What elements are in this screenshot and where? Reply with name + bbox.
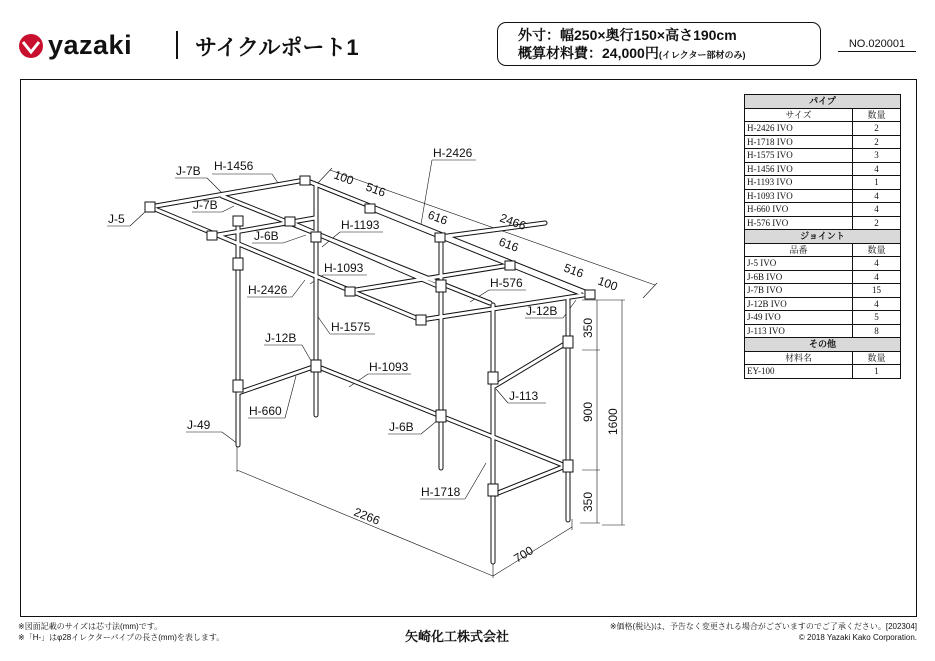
footer-copyright: © 2018 Yazaki Kako Corporation. [798,633,917,642]
bom-other-col-qty: 数量 [853,351,901,365]
table-row [745,257,901,271]
bom-cell-name: H-660 IVO [745,203,853,217]
bom-cell-qty: 15 [853,284,901,298]
table-row [745,311,901,325]
bom-cell-qty: 4 [853,203,901,217]
bom-other-col-material: 材料名 [745,351,853,365]
bom-cell-qty: 4 [853,297,901,311]
spec-cost-note: (イレクター部材のみ) [658,50,746,60]
label-dim-350-bottom: 350 [581,491,595,512]
footer-notes [18,621,224,643]
bill-of-materials [744,94,901,379]
bom-cell-qty: 8 [853,324,901,338]
label-j6b-top: J-6B [254,229,279,243]
bom-pipe-col-qty: 数量 [853,108,901,122]
label-j7b-mid: J-7B [193,198,218,212]
footer-note-pipe: ※「H-」はφ28イレクターパイプの長さ(mm)を表します。 [18,633,225,642]
label-dim-516-b: 516 [561,260,586,281]
table-row [745,162,901,176]
table-row [745,189,901,203]
bom-cell-qty: 4 [853,189,901,203]
company-name: 矢崎化工株式会社 [405,629,510,644]
bom-cell-name: J-6B IVO [745,270,853,284]
bom-cell-qty: 2 [853,216,901,230]
bom-cell-qty: 5 [853,311,901,325]
label-dim-2466: 2466 [497,210,528,233]
label-h1575: H-1575 [331,320,371,334]
label-j5: J-5 [108,212,125,226]
bom-joint-col-qty: 数量 [853,243,901,257]
label-j113: J-113 [509,389,539,403]
label-h1193: H-1193 [341,218,380,232]
label-h576: H-576 [490,276,523,290]
label-dim-1600: 1600 [606,408,620,435]
bom-cell-name: J-12B IVO [745,297,853,311]
label-dim-100-top: 100 [331,167,356,188]
label-h1093-mid: H-1093 [369,360,409,374]
bom-other-title: その他 [745,338,901,352]
footer-price-note: ※価格(税込)は、予告なく変更される場合がございますのでご了承ください。[202304] [609,622,917,631]
table-row [745,135,901,149]
table-row [745,149,901,163]
footer-note-size: ※図面記載のサイズは芯寸法(mm)です。 [18,622,163,631]
table-row [745,324,901,338]
bom-cell-name: H-1718 IVO [745,135,853,149]
bom-cell-qty: 1 [853,176,901,190]
label-dim-350-top: 350 [581,317,595,338]
bom-cell-qty: 2 [853,122,901,136]
bom-cell-qty: 2 [853,135,901,149]
brand-name: yazaki [48,30,133,60]
bom-cell-name: H-1093 IVO [745,189,853,203]
label-j7b-top: J-7B [176,164,201,178]
bom-cell-name: EY-100 [745,365,853,379]
page-title: サイクルポート1 [195,35,359,60]
bom-cell-name: H-1456 IVO [745,162,853,176]
bom-cell-qty: 1 [853,365,901,379]
footer-right [610,621,917,643]
bom-cell-name: H-1575 IVO [745,149,853,163]
label-dim-616-b: 616 [496,234,521,255]
bom-cell-name: J-5 IVO [745,257,853,271]
label-h1456: H-1456 [214,159,254,173]
bom-joint-title: ジョイント [745,230,901,244]
table-row [745,270,901,284]
label-dim-2266: 2266 [351,504,382,528]
bom-section-joints [745,230,901,244]
label-h2426-left: H-2426 [248,283,288,297]
bom-cell-name: H-576 IVO [745,216,853,230]
label-dim-100-b: 100 [595,273,620,294]
bom-cell-name: J-113 IVO [745,324,853,338]
bom-joint-col-part: 品番 [745,243,853,257]
table-row [745,216,901,230]
label-dim-616-a: 616 [425,207,450,228]
table-row [745,297,901,311]
label-h2426-top: H-2426 [433,146,473,160]
label-dim-900: 900 [581,401,595,422]
table-row [745,284,901,298]
label-j12b-left: J-12B [265,331,297,345]
table-row [745,176,901,190]
label-j12b-right: J-12B [526,304,558,318]
label-j6b-bottom: J-6B [389,420,414,434]
bom-joint-header [745,243,901,257]
bom-other-header [745,351,901,365]
spec-cost: 概算材料費：24,000円 [518,45,659,61]
bom-cell-qty: 4 [853,270,901,284]
bom-section-pipes [745,95,901,109]
bom-cell-qty: 4 [853,162,901,176]
table-row [745,203,901,217]
bom-cell-qty: 3 [853,149,901,163]
bom-pipe-header [745,108,901,122]
label-h660: H-660 [249,404,282,418]
bom-cell-name: H-1193 IVO [745,176,853,190]
bom-pipe-col-size: サイズ [745,108,853,122]
label-h1718: H-1718 [421,485,461,499]
bom-cell-qty: 4 [853,257,901,271]
label-dim-700: 700 [511,543,536,566]
bom-cell-name: J-7B IVO [745,284,853,298]
bom-pipe-title: パイプ [745,95,901,109]
table-row [745,122,901,136]
bom-cell-name: J-49 IVO [745,311,853,325]
document-number: NO.020001 [838,38,916,52]
label-j49: J-49 [187,418,211,432]
bom-section-others [745,338,901,352]
spec-size: 外寸：幅250×奥行150×高さ190cm [518,27,737,43]
label-h1093-top: H-1093 [324,261,364,275]
table-row [745,365,901,379]
bom-cell-name: H-2426 IVO [745,122,853,136]
label-dim-516-top: 516 [363,179,388,200]
